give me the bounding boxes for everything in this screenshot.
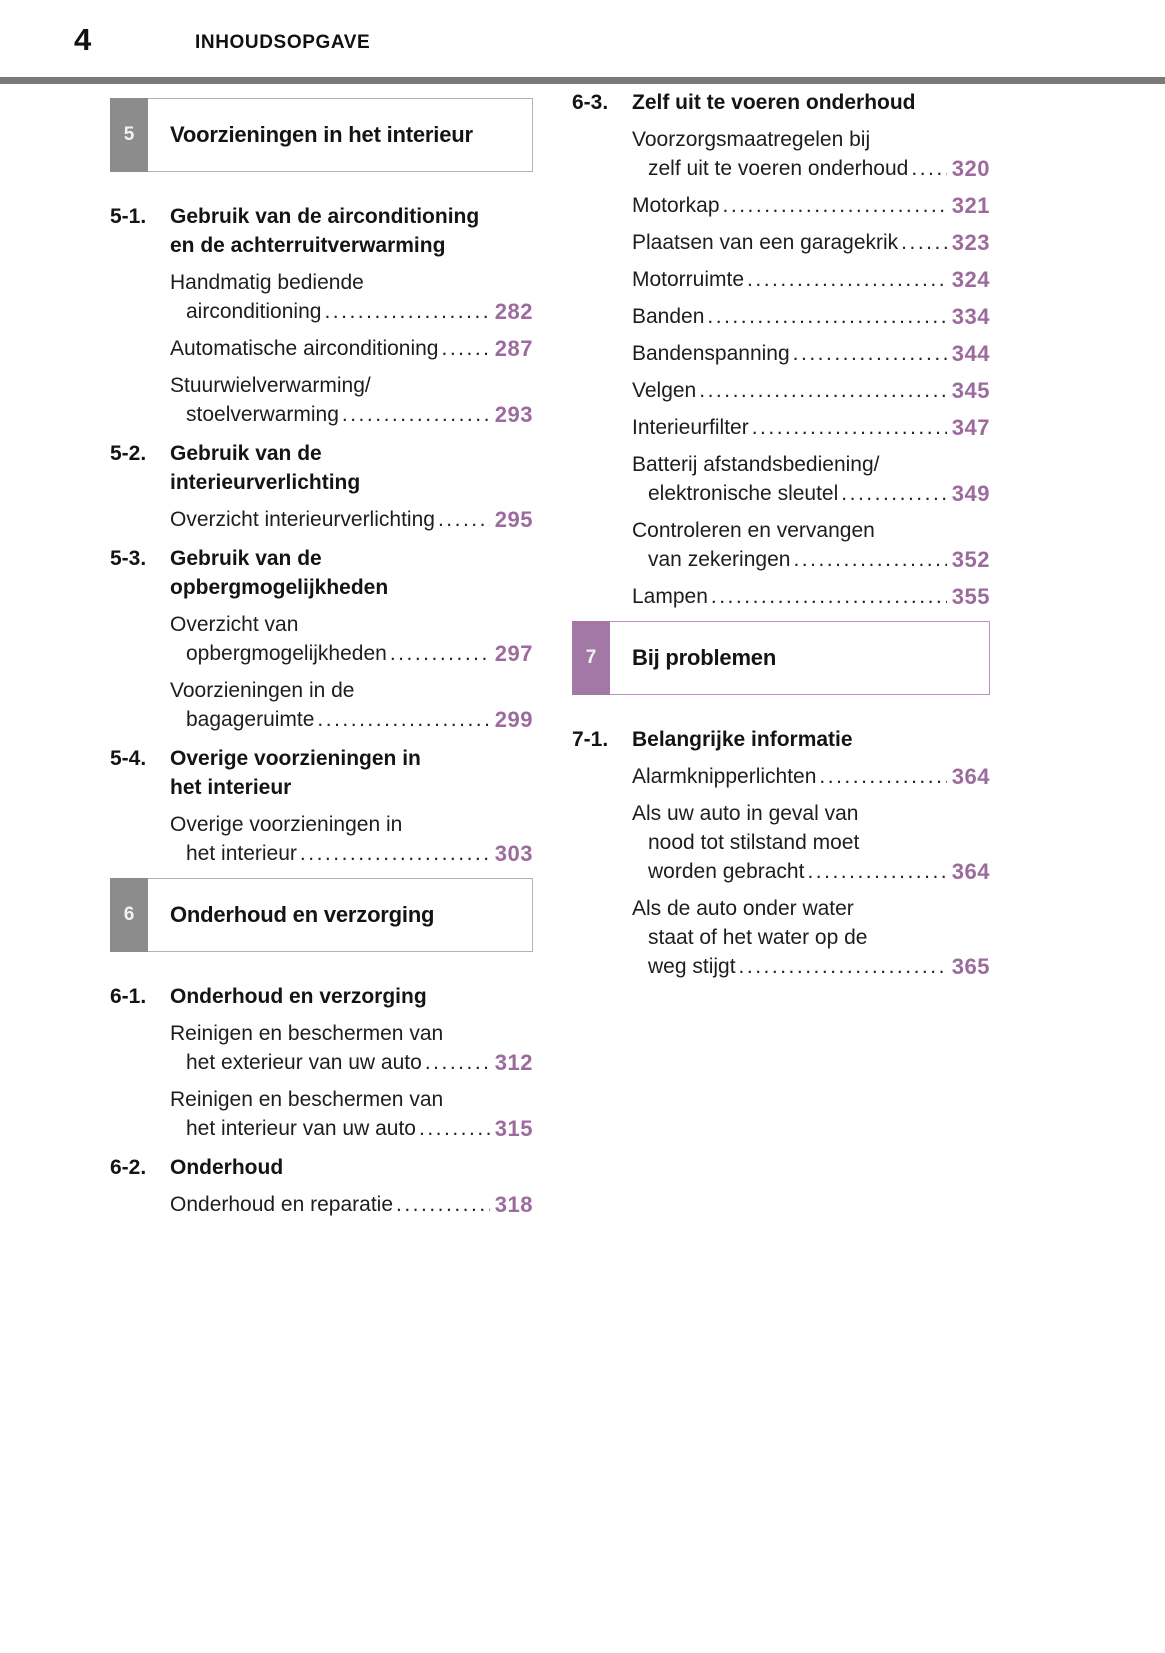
entry-text: Automatische airconditioning (170, 337, 439, 360)
entry-line (170, 839, 533, 868)
toc-column-right (572, 88, 990, 991)
entry-line (632, 125, 990, 154)
section-number: 6-3. (572, 91, 609, 114)
entry-text: Alarmknipperlichten (632, 765, 817, 788)
entry-line (170, 810, 533, 839)
section-heading-line: Belangrijke informatie (632, 728, 853, 751)
leader-dots (699, 376, 947, 405)
leader-dots (324, 297, 489, 326)
section-heading-line: Onderhoud (170, 1156, 284, 1179)
leader-dots (425, 1048, 490, 1077)
section-heading (110, 544, 533, 602)
entry-line (632, 413, 990, 442)
leader-dots (442, 334, 490, 363)
entry-line (170, 1114, 533, 1143)
entry-text: Bandenspanning (632, 342, 790, 365)
banner-number: 6 (123, 904, 135, 925)
section-heading (110, 744, 533, 802)
leader-dots (752, 413, 947, 442)
leader-dots (747, 265, 947, 294)
entry-text: Voorzorgsmaatregelen bij (632, 128, 871, 151)
entry-line (632, 894, 990, 923)
toc-entry (632, 799, 990, 886)
section-heading (110, 439, 533, 497)
entry-list (110, 1019, 533, 1143)
toc-section (110, 1153, 533, 1219)
section-number: 5-1. (110, 205, 147, 228)
leader-dots (793, 339, 947, 368)
banner-title: Voorzieningen in het interieur (170, 122, 473, 147)
section-heading (572, 725, 990, 754)
toc-entry (632, 376, 990, 405)
entry-line (170, 371, 533, 400)
entry-text: worden gebracht (648, 860, 805, 883)
leader-dots (911, 154, 946, 183)
entry-line (170, 1048, 533, 1077)
entry-text: Reinigen en beschermen van (170, 1022, 444, 1045)
banner-title: Onderhoud en verzorging (170, 902, 435, 927)
section-heading (572, 88, 990, 117)
banner-number-tab (110, 878, 148, 952)
banner-number: 5 (123, 124, 135, 145)
section-number: 5-3. (110, 547, 147, 570)
leader-dots (739, 952, 947, 981)
leader-dots (707, 302, 946, 331)
entry-text: Voorzieningen in de (170, 679, 355, 702)
toc-entry (170, 268, 533, 326)
page-number: 320 (951, 156, 990, 181)
page-number: 364 (951, 859, 990, 884)
toc-entry (170, 810, 533, 868)
toc-entry (632, 894, 990, 981)
page-number: 293 (494, 402, 533, 427)
section-number: 6-1. (110, 985, 147, 1008)
section-heading-line: Onderhoud en verzorging (170, 985, 427, 1008)
entry-list (110, 1190, 533, 1219)
entry-line (632, 923, 990, 952)
page-number: 365 (951, 954, 990, 979)
entry-line (632, 154, 990, 183)
toc-entry (632, 339, 990, 368)
entry-text: Overzicht interieurverlichting (170, 508, 435, 531)
entry-line (632, 516, 990, 545)
section-heading-lines (170, 982, 533, 1011)
toc-entry (170, 1190, 533, 1219)
section-heading-lines (170, 439, 533, 497)
section-heading-line: en de achterruitverwarming (170, 234, 446, 257)
banner-number-tab (572, 621, 610, 695)
entry-text: Motorruimte (632, 268, 745, 291)
entry-list (110, 810, 533, 868)
section-number: 5-4. (110, 747, 147, 770)
entry-text: opbergmogelijkheden (186, 642, 387, 665)
entry-text: Handmatig bediende (170, 271, 364, 294)
entry-line (170, 268, 533, 297)
page-number: 323 (951, 230, 990, 255)
entry-line (170, 400, 533, 429)
toc-entry (170, 371, 533, 429)
section-banner (572, 621, 990, 695)
section-heading-lines (170, 1153, 533, 1182)
entry-line (632, 265, 990, 294)
toc-entry (170, 505, 533, 534)
page-number: 347 (951, 415, 990, 440)
entry-line (632, 952, 990, 981)
section-heading (110, 202, 533, 260)
toc-entry (632, 125, 990, 183)
toc-entry (170, 1019, 533, 1077)
entry-line (632, 582, 990, 611)
entry-line (170, 1190, 533, 1219)
entry-text: Interieurfilter (632, 416, 749, 439)
page-number: 344 (951, 341, 990, 366)
toc-section (110, 202, 533, 429)
page-number: 345 (951, 378, 990, 403)
entry-line (170, 505, 533, 534)
entry-line (632, 228, 990, 257)
banner-number-tab (110, 98, 148, 172)
page-number: 303 (494, 841, 533, 866)
entry-text: het interieur (186, 842, 297, 865)
entry-line (170, 334, 533, 363)
leader-dots (901, 228, 947, 257)
entry-text: Velgen (632, 379, 697, 402)
toc-section (110, 439, 533, 534)
entry-text: Overige voorzieningen in (170, 813, 403, 836)
leader-dots (807, 857, 946, 886)
entry-list (572, 762, 990, 981)
entry-text: van zekeringen (648, 548, 791, 571)
leader-dots (841, 479, 947, 508)
entry-text: Banden (632, 305, 705, 328)
toc-columns (110, 88, 990, 1229)
toc-entry (632, 302, 990, 331)
page-number: 318 (494, 1192, 533, 1217)
leader-dots (317, 705, 489, 734)
entry-text: Stuurwielverwarming/ (170, 374, 371, 397)
section-heading-line: Gebruik van de airconditioning (170, 205, 480, 228)
section-banner (110, 98, 533, 172)
toc-entry (170, 334, 533, 363)
section-heading-lines (632, 88, 990, 117)
toc-entry (632, 450, 990, 508)
entry-list (110, 610, 533, 734)
section-heading-line: opbergmogelijkheden (170, 576, 389, 599)
section-heading-line: interieurverlichting (170, 471, 361, 494)
entry-line (632, 302, 990, 331)
section-heading-lines (170, 202, 533, 260)
entry-line (170, 1019, 533, 1048)
toc-entry (632, 516, 990, 574)
entry-text: Als uw auto in geval van (632, 802, 859, 825)
entry-line (632, 762, 990, 791)
entry-list (110, 268, 533, 429)
toc-entry (632, 762, 990, 791)
entry-text: staat of het water op de (648, 926, 868, 949)
page-number: 324 (951, 267, 990, 292)
leader-dots (711, 582, 947, 611)
page-number: 287 (494, 336, 533, 361)
page-number: 321 (951, 193, 990, 218)
header-rule (0, 77, 1165, 84)
toc-entry (170, 610, 533, 668)
entry-text: Batterij afstandsbediening/ (632, 453, 880, 476)
entry-text: het exterieur van uw auto (186, 1051, 422, 1074)
section-heading-line: Zelf uit te voeren onderhoud (632, 91, 916, 114)
page-header-title: INHOUDSOPGAVE (195, 32, 371, 53)
section-heading-line: Gebruik van de (170, 442, 322, 465)
entry-text: airconditioning (186, 300, 322, 323)
page-number: 334 (951, 304, 990, 329)
page-header (0, 0, 1165, 77)
entry-text: stoelverwarming (186, 403, 339, 426)
entry-line (170, 676, 533, 705)
entry-line (170, 639, 533, 668)
toc-entry (632, 228, 990, 257)
page-number: 315 (494, 1116, 533, 1141)
entry-line (170, 610, 533, 639)
leader-dots (390, 639, 490, 668)
entry-text: Lampen (632, 585, 708, 608)
toc-section (110, 982, 533, 1143)
section-number: 5-2. (110, 442, 147, 465)
banner-title: Bij problemen (632, 645, 777, 670)
leader-dots (396, 1190, 490, 1219)
page-number: 299 (494, 707, 533, 732)
leader-dots (300, 839, 490, 868)
page-number: 297 (494, 641, 533, 666)
toc-column-left (110, 88, 533, 1229)
section-heading-lines (170, 544, 533, 602)
toc-entry (632, 191, 990, 220)
entry-text: nood tot stilstand moet (648, 831, 860, 854)
toc-entry (632, 265, 990, 294)
entry-text: weg stijgt (648, 955, 736, 978)
entry-text: het interieur van uw auto (186, 1117, 416, 1140)
page-number: 352 (951, 547, 990, 572)
page-number: 295 (494, 507, 533, 532)
entry-text: Plaatsen van een garagekrik (632, 231, 899, 254)
entry-line (632, 545, 990, 574)
section-heading (110, 1153, 533, 1182)
page-number: 349 (951, 481, 990, 506)
entry-text: Controleren en vervangen (632, 519, 875, 542)
page-number: 355 (951, 584, 990, 609)
entry-text: zelf uit te voeren onderhoud (648, 157, 909, 180)
toc-section (572, 88, 990, 611)
leader-dots (793, 545, 946, 574)
leader-dots (342, 400, 490, 429)
toc-entry (170, 1085, 533, 1143)
entry-line (632, 191, 990, 220)
leader-dots (438, 505, 490, 534)
page-number: 364 (951, 764, 990, 789)
entry-text: Overzicht van (170, 613, 299, 636)
entry-text: Motorkap (632, 194, 720, 217)
section-number: 6-2. (110, 1156, 147, 1179)
entry-line (632, 339, 990, 368)
leader-dots (819, 762, 946, 791)
section-number: 7-1. (572, 728, 609, 751)
section-heading-line: het interieur (170, 776, 292, 799)
leader-dots (723, 191, 947, 220)
section-heading-line: Gebruik van de (170, 547, 322, 570)
entry-text: bagageruimte (186, 708, 315, 731)
section-banner (110, 878, 533, 952)
entry-text: Reinigen en beschermen van (170, 1088, 444, 1111)
toc-section (110, 544, 533, 734)
page-number: 282 (494, 299, 533, 324)
toc-section (572, 725, 990, 981)
section-heading-lines (632, 725, 990, 754)
section-heading-lines (170, 744, 533, 802)
page-number-corner: 4 (74, 22, 92, 57)
entry-line (632, 479, 990, 508)
entry-list (572, 125, 990, 611)
toc-entry (632, 413, 990, 442)
toc-section (110, 744, 533, 868)
entry-text: Onderhoud en reparatie (170, 1193, 393, 1216)
entry-line (632, 450, 990, 479)
section-heading (110, 982, 533, 1011)
leader-dots (419, 1114, 490, 1143)
page-number: 312 (494, 1050, 533, 1075)
entry-line (170, 705, 533, 734)
entry-line (632, 828, 990, 857)
toc-entry (170, 676, 533, 734)
entry-line (632, 376, 990, 405)
banner-number: 7 (585, 647, 597, 668)
entry-text: elektronische sleutel (648, 482, 839, 505)
entry-list (110, 505, 533, 534)
entry-line (632, 857, 990, 886)
entry-line (170, 297, 533, 326)
entry-text: Als de auto onder water (632, 897, 854, 920)
section-heading-line: Overige voorzieningen in (170, 747, 421, 770)
toc-entry (632, 582, 990, 611)
entry-line (632, 799, 990, 828)
entry-line (170, 1085, 533, 1114)
